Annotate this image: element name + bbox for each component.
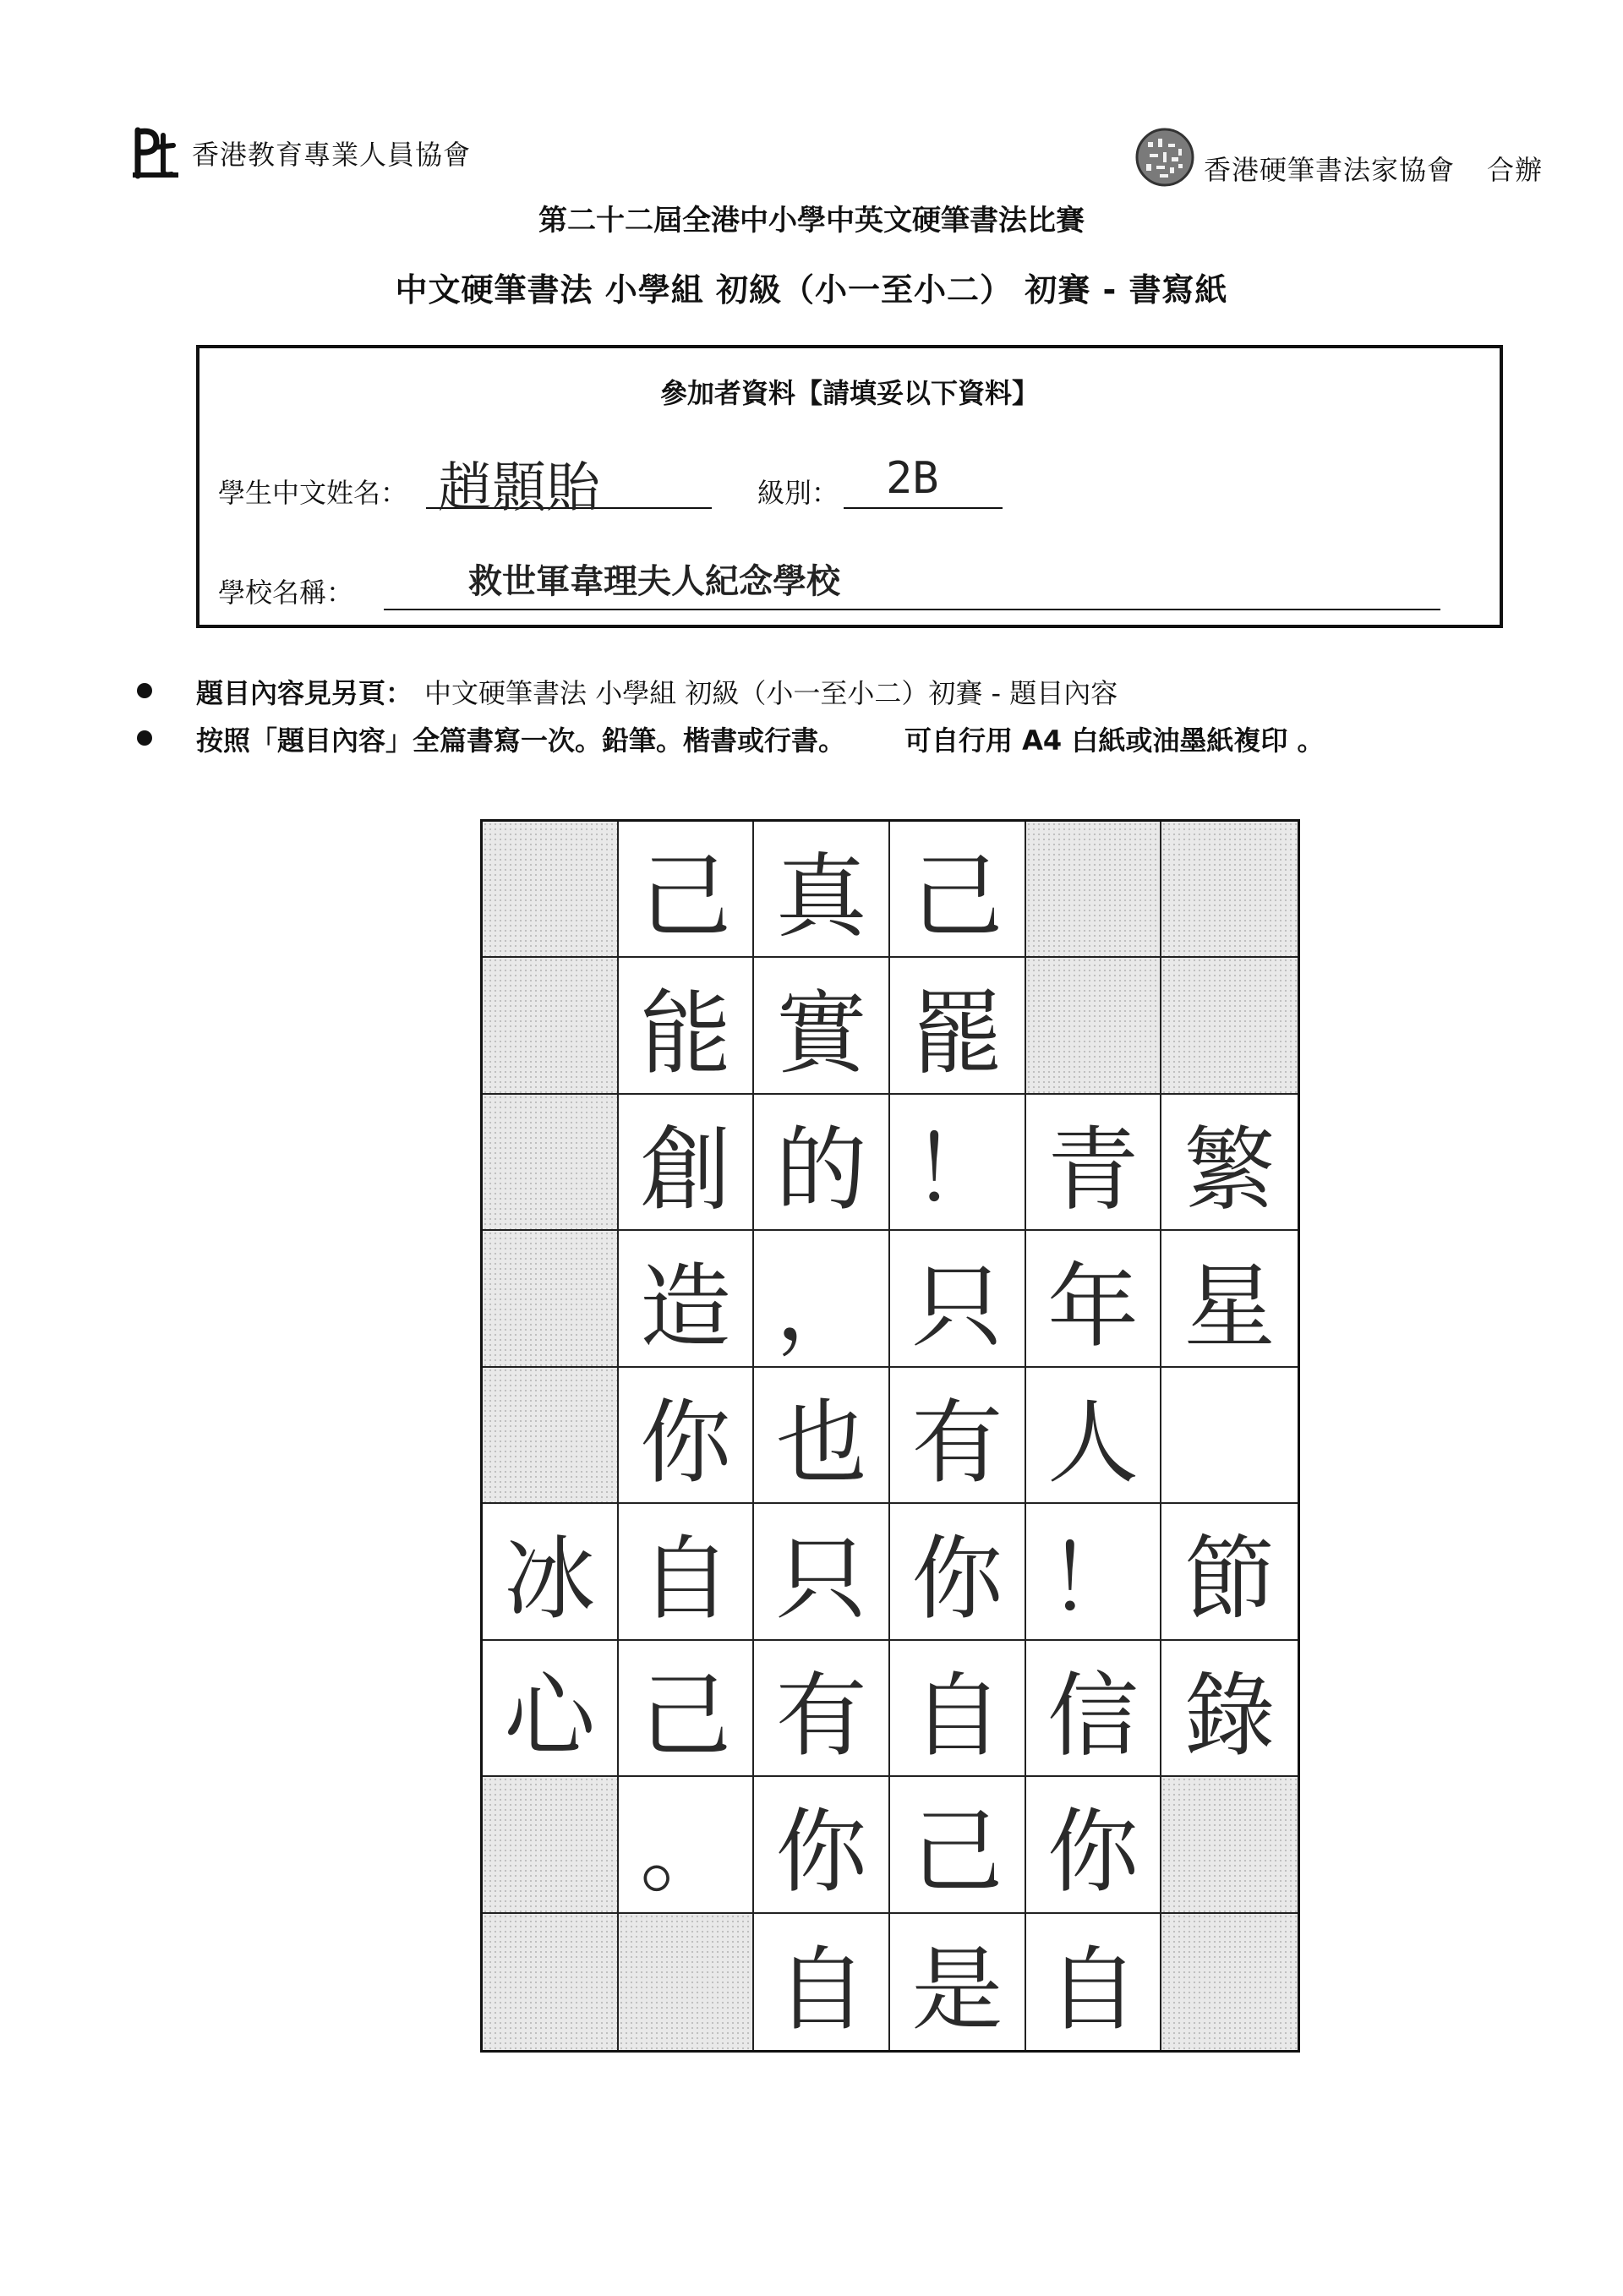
participant-info-heading: 參加者資料【請填妥以下資料】 [659,377,1039,409]
instruction-2-text: 按照「題目內容」全篇書寫一次。鉛筆。楷書或行書。 [196,724,846,757]
grid-cell [1161,1777,1298,1913]
grid-cell: 的 [754,1095,890,1231]
grid-cell: 真 [754,822,890,958]
grid-cell: 你 [754,1777,890,1913]
organizer-right [1134,127,1543,193]
grid-cell: 自 [890,1641,1026,1777]
grid-cell: 己 [890,1777,1026,1913]
school-name-label: 學校名稱： [218,577,354,609]
writing-grid [480,819,1300,2053]
grid-cell: 。 [619,1777,755,1913]
grid-cell: 繁 [1161,1095,1298,1231]
grid-cell: 年 [1026,1231,1162,1367]
instruction-2-tail: 可自行用 A4 白紙或油墨紙複印 。 [904,724,1325,757]
organizer-left-name: 香港教育專業人員協會 [192,139,472,171]
grid-cell: 能 [619,958,755,1094]
grid-cell: 造 [619,1231,755,1367]
grid-cell [1161,958,1298,1094]
grid-cell: 信 [1026,1641,1162,1777]
grid-cell: 人 [1026,1368,1162,1504]
calligraphy-association-seal-icon [1134,127,1195,188]
grid-cell [1026,822,1162,958]
grid-cell: 冰 [483,1504,619,1640]
grid-cell [1026,958,1162,1094]
grid-cell [1161,822,1298,958]
grid-cell: 己 [619,1641,755,1777]
instruction-1-lead: 題目內容見另頁： [196,677,413,709]
grid-cell: 你 [890,1504,1026,1640]
grid-cell [483,1368,619,1504]
grid-cell: 青 [1026,1095,1162,1231]
grid-cell [483,1914,619,2050]
class-value: 2B [886,453,939,504]
participant-info-box [196,345,1503,628]
grid-cell: 自 [1026,1914,1162,2050]
instruction-bullet [137,683,152,698]
grid-cell: 也 [754,1368,890,1504]
competition-title: 第二十二屆全港中小學中英文硬筆書法比賽 [538,204,1085,238]
grid-cell: 實 [754,958,890,1094]
grid-cell: 只 [754,1504,890,1640]
instruction-1-text: 中文硬筆書法 小學組 初級（小一至小二）初賽 - 題目內容 [424,677,1118,709]
grid-cell: ！ [890,1095,1026,1231]
grid-cell [1161,1914,1298,2050]
grid-cell: 節 [1161,1504,1298,1640]
grid-cell [483,1095,619,1231]
grid-cell: 有 [890,1368,1026,1504]
grid-cell: 有 [754,1641,890,1777]
student-name-value: 趙顥貽 [438,457,600,520]
grid-cell: 己 [890,822,1026,958]
instruction-line-1 [196,672,1118,711]
student-name-field[interactable] [426,441,712,520]
instruction-bullet [137,730,152,746]
grid-cell: ， [754,1231,890,1367]
school-name-value: 救世軍韋理夫人紀念學校 [468,562,840,601]
grid-cell [483,1231,619,1367]
grid-cell: ！ [1026,1504,1162,1640]
joint-organizer-label: 合辦 [1486,154,1543,186]
school-name-field[interactable] [384,544,1440,610]
class-label: 級別： [757,477,839,509]
category-title: 中文硬筆書法 小學組 初級（小一至小二） 初賽 - 書寫紙 [395,271,1228,309]
grid-cell: 星 [1161,1231,1298,1367]
grid-cell: 罷 [890,958,1026,1094]
organizer-left [131,127,471,179]
grid-cell [483,1777,619,1913]
grid-cell: 只 [890,1231,1026,1367]
grid-cell [483,958,619,1094]
class-field[interactable] [844,441,1003,509]
grid-cell: 你 [1026,1777,1162,1913]
grid-cell: 己 [619,822,755,958]
instruction-line-2 [196,719,1324,758]
grid-cell: 自 [619,1504,755,1640]
hkptu-logo-icon [131,127,180,179]
grid-cell: 錄 [1161,1641,1298,1777]
grid-cell: 心 [483,1641,619,1777]
organizer-right-name: 香港硬筆書法家協會 [1203,154,1455,186]
grid-cell: 是 [890,1914,1026,2050]
grid-cell [1161,1368,1298,1504]
grid-cell: 自 [754,1914,890,2050]
grid-cell [619,1914,755,2050]
grid-cell [483,822,619,958]
student-name-label: 學生中文姓名： [218,477,408,509]
grid-cell: 你 [619,1368,755,1504]
grid-cell: 創 [619,1095,755,1231]
